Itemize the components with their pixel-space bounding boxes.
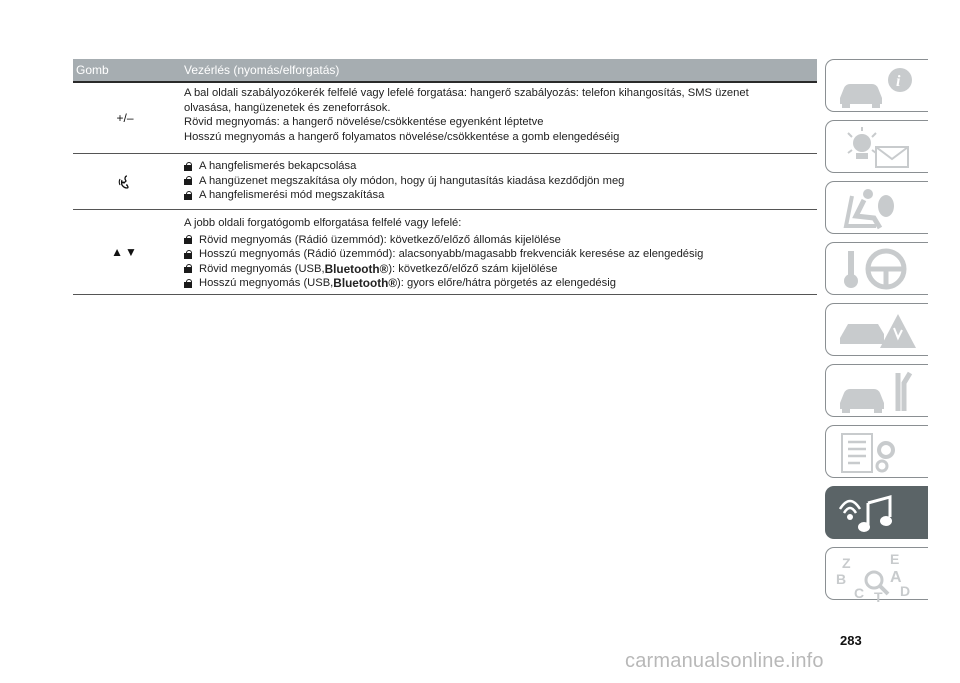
key-steering-icon <box>834 247 924 293</box>
arrows-key-label: ▲▼ <box>111 245 139 259</box>
lock-bullet-icon <box>184 176 194 185</box>
svg-text:D: D <box>900 583 911 599</box>
list-item: Rövid megnyomás (USB, Bluetooth® ): következő/előző szám kijelölése <box>184 262 817 277</box>
list-item: Hosszú megnyomás (USB, Bluetooth® ): gyors előre/hátra pörgetés az elengedésig <box>184 276 817 291</box>
table-header <box>73 59 817 81</box>
header-col-control: Vezérlés (nyomás/elforgatás) <box>184 63 340 77</box>
tab-index[interactable] <box>825 547 928 604</box>
lock-bullet-icon <box>184 264 194 273</box>
multimedia-icon <box>834 491 924 537</box>
svg-text:T: T <box>874 589 883 604</box>
crash-warning-icon <box>834 308 924 354</box>
description-line: Hosszú megnyomás a hangerő folyamatos növelése/csökkentése a gomb elengedéséig <box>184 130 620 143</box>
row-description <box>177 154 817 209</box>
list-item: Rövid megnyomás (Rádió üzemmód): következő/előző állomás kijelölése <box>184 233 817 248</box>
table-row <box>73 83 817 154</box>
voice-command-icon <box>116 174 134 190</box>
tab-car-service[interactable] <box>825 364 928 417</box>
airbag-seat-icon <box>834 186 924 232</box>
lock-bullet-icon <box>184 250 194 259</box>
lock-bullet-icon <box>184 279 194 288</box>
specs-gear-icon <box>834 430 924 476</box>
car-info-icon <box>834 64 924 110</box>
tab-crash-warning[interactable] <box>825 303 928 356</box>
svg-text:A: A <box>890 569 902 586</box>
tab-warning-lights[interactable] <box>825 120 928 173</box>
lock-bullet-icon <box>184 162 194 171</box>
volume-key-label: +/– <box>116 111 134 125</box>
svg-text:B: B <box>836 571 847 587</box>
svg-text:E: E <box>890 552 900 567</box>
svg-text:i: i <box>896 73 901 90</box>
watermark: carmanualsonline.info <box>625 650 824 672</box>
lock-bullet-icon <box>184 191 194 200</box>
row-description <box>177 210 817 294</box>
controls-table <box>73 59 817 295</box>
row-description <box>177 83 817 153</box>
tab-key-steering[interactable] <box>825 242 928 295</box>
voice-key-cell <box>73 154 177 209</box>
list-item: Hosszú megnyomás (Rádió üzemmód): alacsonyabb/magasabb frekvenciák keresése az elengedésig <box>184 247 817 262</box>
svg-text:Z: Z <box>842 555 851 571</box>
list-item: A hangfelismerés bekapcsolása <box>184 159 817 174</box>
tab-airbag-seat[interactable] <box>825 181 928 234</box>
lock-bullet-icon <box>184 235 194 244</box>
tab-specs[interactable] <box>825 425 928 478</box>
description-line: A bal oldali szabályozókerék felfelé vagy lefelé forgatása: hangerő szabályozás: telefon kihangosítás, SMS üzenet <box>184 87 749 99</box>
table-row <box>73 154 817 210</box>
index-letters-icon <box>834 552 924 604</box>
tab-car-info[interactable] <box>825 59 928 112</box>
warning-lights-icon <box>834 125 924 171</box>
svg-text:C: C <box>854 585 865 601</box>
list-item: A hangüzenet megszakítása oly módon, hogy új hangutasítás kiadása kezdődjön meg <box>184 174 817 189</box>
list-item: A hangfelismerési mód megszakítása <box>184 188 817 203</box>
description-line: Rövid megnyomás: a hangerő növelése/csökkentése egyenként léptetve <box>184 116 544 128</box>
header-col-button: Gomb <box>76 63 109 77</box>
car-service-icon <box>834 369 924 415</box>
tab-multimedia[interactable] <box>825 486 928 539</box>
table-row <box>73 210 817 295</box>
description-line: olvasása, hangüzenetek és zeneforrások. <box>184 101 391 114</box>
description-intro: A jobb oldali forgatógomb elforgatása felfelé vagy lefelé: <box>184 217 462 229</box>
page-number: 283 <box>840 633 862 648</box>
